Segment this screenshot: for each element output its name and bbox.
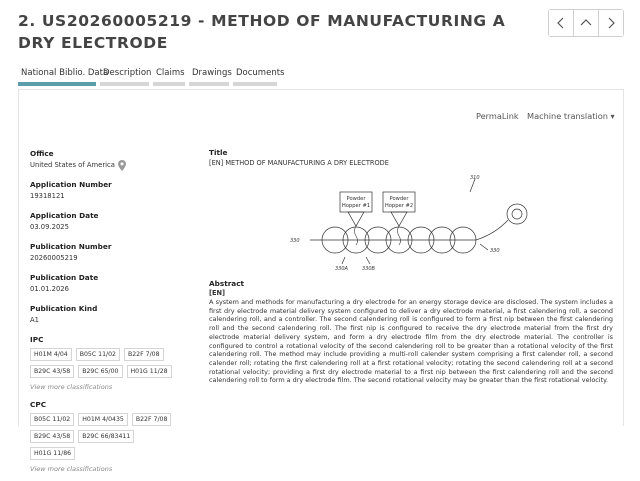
tab-label: Claims (156, 68, 185, 78)
publication-number-label: Publication Number (30, 242, 112, 251)
tab-label: National Biblio. Data (21, 68, 109, 78)
tab-documents[interactable] (233, 68, 285, 86)
tab-indicator (233, 82, 277, 86)
cpc-tag[interactable]: B29C 66/83411 (78, 430, 134, 443)
publication-date-value: 01.01.2026 (30, 285, 69, 293)
application-date-value: 03.09.2025 (30, 223, 69, 231)
cpc-tag[interactable]: H01G 11/86 (30, 447, 75, 460)
ref-label-310: 310 (470, 175, 480, 181)
tab-description[interactable] (100, 68, 152, 86)
hopper-1-line-2: Hopper #1 (341, 203, 371, 209)
biblio-sidebar (30, 148, 180, 481)
chevron-right-icon (605, 17, 617, 29)
chevron-up-icon (580, 17, 592, 29)
publication-kind-label: Publication Kind (30, 304, 98, 313)
abstract-text: A system and methods for manufacturing a dry electrode for an energy storage device are disclosed. The system includes a first dry electrode material delivery system configured to deliver a dry electrode material, a first calendering roll, a second calendering roll, and a controller. The second calendering roll is configured to form a first nip between the first calendering roll and the second calendering roll. The first nip is configured to receive the dry electrode material from the first dry electrode material delivery system, and form a dry electrode film from the dry electrode material. The controller is configured to control a rotational velocity of the second calendering roll to be greater than a rotational velocity of the first calendering roll. The method may include providing a multi-roll calender system comprising a first calender roll, a second calender roll; rotating the first calendering roll at a first rotational velocity; rotating the second calendering roll at a second rotational velocity; providing a first dry electrode material to a first nip between the first calendering roll and the second calendering roll to form a dry electrode film. The second rotational velocity may be greater than the first rotational velocity. (209, 298, 613, 385)
next-result-button[interactable] (599, 10, 623, 36)
tab-claims[interactable] (153, 68, 185, 86)
map-pin-icon[interactable] (118, 160, 126, 171)
publication-date-label: Publication Date (30, 273, 99, 282)
ref-label-330-right: 330 (490, 248, 500, 254)
take-up-roll (507, 204, 527, 224)
electrode-film-path (310, 220, 508, 240)
back-to-list-button[interactable] (574, 10, 599, 36)
take-up-roll-core (512, 209, 522, 219)
result-navigation (548, 9, 624, 37)
tab-label: Drawings (192, 68, 232, 78)
hopper-2-line-1: Powder (389, 196, 409, 202)
ipc-tag[interactable]: B05C 11/02 (76, 348, 120, 361)
publication-number-field (30, 241, 180, 264)
cpc-view-more-link[interactable]: View more classifications (30, 465, 113, 473)
tab-national-biblio-data[interactable] (18, 68, 109, 86)
hopper-2-outlet (391, 212, 407, 226)
application-number-label: Application Number (30, 180, 112, 189)
tab-indicator (100, 82, 149, 86)
ipc-tag[interactable]: B29C 65/00 (78, 365, 122, 378)
cpc-field (30, 399, 180, 473)
publication-kind-value: A1 (30, 316, 39, 324)
powder-hopper-1-box (340, 192, 372, 212)
tab-indicator (18, 82, 96, 86)
ref-label-330b: 330B (362, 266, 375, 272)
powder-hopper-2-box (383, 192, 415, 212)
leader-line (480, 244, 488, 250)
cpc-label: CPC (30, 400, 47, 409)
tab-label: Documents (236, 68, 285, 78)
representative-drawing[interactable] (280, 172, 540, 280)
title-value: [EN] METHOD OF MANUFACTURING A DRY ELECTRODE (209, 159, 389, 167)
abstract-section (209, 279, 613, 385)
ref-label-330-left: 330 (290, 238, 300, 244)
tab-label: Description (103, 68, 152, 78)
cpc-tag[interactable]: B05C 11/02 (30, 413, 74, 426)
application-number-value: 19318121 (30, 192, 65, 200)
ipc-tag[interactable]: B22F 7/08 (124, 348, 164, 361)
previous-result-button[interactable] (549, 10, 574, 36)
ref-label-330a: 330A (335, 266, 348, 272)
ipc-tags (30, 348, 180, 382)
tab-indicator (153, 82, 185, 86)
office-label: Office (30, 149, 54, 158)
tab-indicator (189, 82, 229, 86)
cpc-tag[interactable]: B29C 43/58 (30, 430, 74, 443)
tab-drawings[interactable] (189, 68, 232, 86)
application-date-field (30, 210, 180, 233)
office-value (30, 159, 180, 171)
leader-line (342, 257, 345, 264)
ipc-tag[interactable]: B29C 43/58 (30, 365, 74, 378)
hopper-2-line-2: Hopper #2 (384, 203, 414, 209)
office-field (30, 148, 180, 171)
publication-date-field (30, 272, 180, 295)
title-label: Title (209, 148, 228, 157)
title-section (209, 148, 613, 168)
ipc-label: IPC (30, 335, 44, 344)
ipc-view-more-link[interactable]: View more classifications (30, 383, 113, 391)
cpc-tags (30, 413, 180, 464)
detail-tabs (18, 68, 285, 86)
material-flow-2 (398, 226, 401, 245)
ipc-tag[interactable]: H01M 4/04 (30, 348, 72, 361)
cpc-tag[interactable]: B22F 7/08 (132, 413, 172, 426)
leader-line (366, 257, 370, 264)
publication-number-value: 20260005219 (30, 254, 78, 262)
hopper-1-line-1: Powder (346, 196, 366, 202)
application-date-label: Application Date (30, 211, 99, 220)
abstract-label: Abstract (209, 279, 245, 288)
ipc-tag[interactable]: H01G 11/28 (127, 365, 172, 378)
publication-kind-field (30, 303, 180, 326)
material-flow-1 (355, 226, 358, 245)
cpc-tag[interactable]: H01M 4/0435 (78, 413, 128, 426)
application-number-field (30, 179, 180, 202)
ipc-field (30, 334, 180, 391)
permalink-link[interactable]: PermaLink (476, 111, 519, 121)
machine-translation-dropdown[interactable]: Machine translation ▾ (527, 111, 615, 121)
page-title: 2. US20260005219 - METHOD OF MANUFACTURING A DRY ELECTRODE (18, 12, 506, 52)
office-name: United States of America (30, 161, 115, 169)
abstract-language: [EN] (209, 289, 226, 297)
hopper-1-outlet (348, 212, 364, 226)
chevron-left-icon (555, 17, 567, 29)
